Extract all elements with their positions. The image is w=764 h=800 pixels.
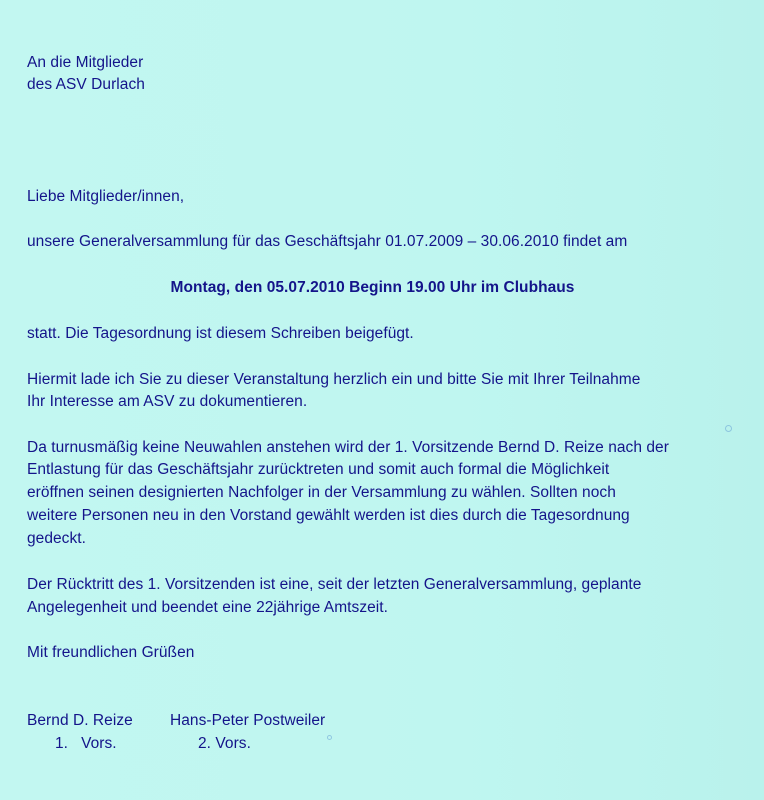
paragraph2-line-2: Entlastung für das Geschäftsjahr zurücktreten und somit auch formal die Möglichkeit — [27, 461, 610, 478]
intro-line: unsere Generalversammlung für das Geschäftsjahr 01.07.2009 – 30.06.2010 findet am — [27, 233, 628, 250]
meeting-date-line: Montag, den 05.07.2010 Beginn 19.00 Uhr im Clubhaus — [170, 279, 575, 296]
scan-speck — [327, 735, 332, 740]
scan-speck — [725, 425, 732, 432]
signature-name-1: Bernd D. Reize — [27, 712, 133, 729]
paragraph1-line-1: Hiermit lade ich Sie zu dieser Veranstaltung herzlich ein und bitte Sie mit Ihrer Teilnahme — [27, 371, 641, 388]
paragraph2-line-5: gedeckt. — [27, 530, 86, 547]
recipient-line-2: des ASV Durlach — [27, 76, 145, 93]
paragraph2-line-4: weitere Personen neu in den Vorstand gewählt werden ist dies durch die Tagesordnung — [27, 507, 630, 524]
recipient-line-1: An die Mitglieder — [27, 54, 144, 71]
salutation: Liebe Mitglieder/innen, — [27, 188, 185, 205]
paragraph2-line-1: Da turnusmäßig keine Neuwahlen anstehen wird der 1. Vorsitzende Bernd D. Reize nach der — [27, 439, 669, 456]
paragraph3-line-1: Der Rücktritt des 1. Vorsitzenden ist eine, seit der letzten Generalversammlung, geplante — [27, 576, 642, 593]
closing: Mit freundlichen Grüßen — [27, 644, 195, 661]
paragraph3-line-2: Angelegenheit und beendet eine 22jährige Amtszeit. — [27, 599, 388, 616]
signature-role-2: 2. Vors. — [198, 735, 251, 752]
statt-line: statt. Die Tagesordnung ist diesem Schreiben beigefügt. — [27, 325, 414, 342]
signature-name-2: Hans-Peter Postweiler — [170, 712, 326, 729]
signature-role-1: 1. Vors. — [55, 735, 117, 752]
paragraph2-line-3: eröffnen seinen designierten Nachfolger in der Versammlung zu wählen. Sollten noch — [27, 484, 616, 501]
paragraph1-line-2: Ihr Interesse am ASV zu dokumentieren. — [27, 393, 308, 410]
